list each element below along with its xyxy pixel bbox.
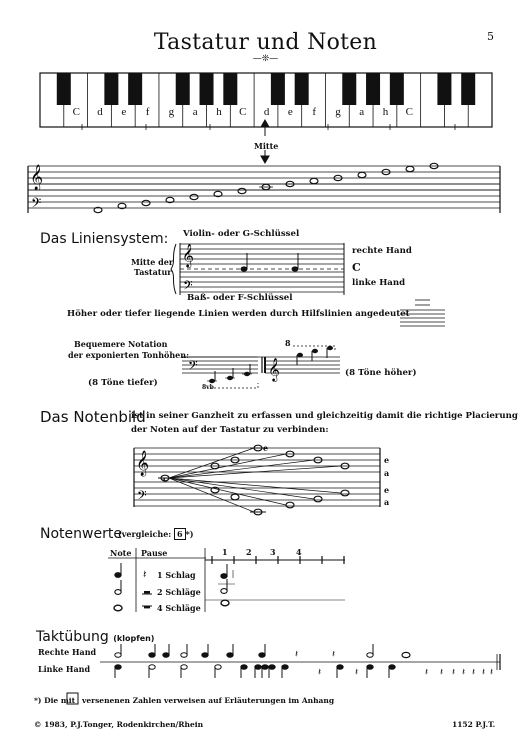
mitte-label-2: Tastatur <box>134 267 172 277</box>
notenbild-text-2: der Noten auf der Tastatur zu verbinden: <box>131 425 329 435</box>
rest: 𝄽 <box>295 649 299 660</box>
half-note <box>215 665 221 670</box>
quarter-note <box>255 665 261 670</box>
whole-note <box>341 490 349 496</box>
quarter-note <box>241 665 247 670</box>
black-key <box>128 73 142 105</box>
violin-clef-label: Violin- oder G-Schlüssel <box>183 229 300 239</box>
whole-note <box>286 502 294 508</box>
quarter-note <box>149 653 155 658</box>
rest: 𝄽 <box>332 649 336 660</box>
right-hand-row-label: Rechte Hand <box>38 647 97 657</box>
ref-box: 6 <box>174 528 186 540</box>
quarter-note <box>269 665 275 670</box>
half-note <box>149 665 155 670</box>
key-label: g <box>168 106 175 118</box>
notenwerte-heading: Notenwerte <box>40 526 122 542</box>
black-key <box>295 73 309 105</box>
whole-note <box>314 496 322 502</box>
black-key <box>57 73 71 105</box>
whole-note <box>231 494 239 500</box>
c-notes-middle <box>241 253 299 272</box>
middle-label: Mitte <box>254 141 279 151</box>
bass-clef-1: 𝄢 <box>31 195 42 214</box>
bass-clef-3: 𝄢 <box>188 358 198 376</box>
taktuebung-title: Taktübung <box>36 629 109 645</box>
rest: 𝄽 <box>452 667 456 678</box>
rest: 𝄽 <box>318 667 322 678</box>
key-label: a <box>359 106 365 118</box>
beat-4: 4 <box>296 547 302 557</box>
quarter-note <box>367 665 373 670</box>
row-2-schlaege: 2 Schläge <box>157 587 201 597</box>
notation-text-1: Bequemere Notation <box>74 339 168 349</box>
brace <box>171 244 176 294</box>
rhythm-notes <box>115 644 493 678</box>
quarter-note <box>312 349 318 353</box>
taktuebung-heading <box>36 629 154 645</box>
key-label: d <box>263 106 270 118</box>
right-label-e1: e <box>384 455 390 465</box>
black-key <box>461 73 475 105</box>
footnote-text: versenenen Zahlen verweisen auf Erläuterungen im Anhang <box>82 696 335 705</box>
black-key <box>104 73 118 105</box>
notenbild-text-1: ist in seiner Ganzheit zu erfassen und gleichzeitig damit die richtige Placierung <box>131 411 518 421</box>
publisher-code: 1152 P.J.T. <box>452 720 496 729</box>
key-label: h <box>216 106 222 118</box>
c-label: C <box>352 261 361 274</box>
col-note: Note <box>110 548 132 558</box>
rest: 𝄽 <box>440 667 444 678</box>
ottava-label: 8 <box>285 338 291 348</box>
key-label: h <box>382 106 389 118</box>
ref-text: (vergleiche: <box>118 529 172 539</box>
whole-note <box>402 652 410 657</box>
bass-clef-4: 𝄢 <box>137 488 147 506</box>
scale-notes <box>94 163 438 212</box>
lower-label: (8 Töne tiefer) <box>88 378 158 388</box>
treble-clef-3: 𝄞 <box>268 357 280 381</box>
black-key <box>223 73 237 105</box>
bass-clef-2: 𝄢 <box>183 278 193 296</box>
quarter-note <box>259 653 265 658</box>
rest: 𝄽 <box>482 667 486 678</box>
quarter-note <box>262 665 268 670</box>
row-1-schlag: 1 Schlag <box>157 570 196 580</box>
whole-note <box>358 172 366 177</box>
quarter-note <box>163 653 169 658</box>
note-label-e: e <box>263 443 269 453</box>
row-4-schlaege: 4 Schläge <box>157 603 201 613</box>
footnote-prefix: *) Die mit <box>34 696 76 705</box>
notation-text-2: der exponierten Tonhöhen: <box>68 350 190 360</box>
connecting-line <box>169 460 314 478</box>
black-key <box>200 73 214 105</box>
right-label-e2: e <box>384 485 390 495</box>
right-hand-label: rechte Hand <box>352 246 412 256</box>
rest: 𝄽 <box>355 667 359 678</box>
black-key <box>342 73 356 105</box>
rest: 𝄽 <box>490 667 494 678</box>
key-label: d <box>97 106 103 118</box>
svg-text:𝄽: 𝄽 <box>143 568 147 581</box>
page-number: 5 <box>487 30 494 43</box>
key-label: a <box>192 106 198 118</box>
treble-clef-1: 𝄞 <box>30 165 44 190</box>
whole-note <box>406 166 414 171</box>
half-note <box>181 653 187 658</box>
black-key <box>437 73 451 105</box>
notenwerte-ref <box>118 528 194 540</box>
treble-clef-2: 𝄞 <box>182 243 194 267</box>
left-hand-row-label: Linke Hand <box>38 664 91 674</box>
quarter-note <box>282 665 288 670</box>
quarter-note <box>115 665 121 670</box>
quarter-note <box>327 346 333 350</box>
half-note <box>367 653 373 658</box>
key-label: e <box>287 106 293 118</box>
higher-label: (8 Töne höher) <box>345 368 417 378</box>
liniensystem-heading: Das Liniensystem: <box>40 231 169 247</box>
key-label: f <box>312 106 316 118</box>
key-label: C <box>239 106 247 118</box>
treble-clef-4: 𝄞 <box>136 451 150 476</box>
left-hand-label: linke Hand <box>352 278 406 288</box>
whole-note <box>142 200 150 205</box>
taktuebung-sub: (klopfen) <box>113 634 155 643</box>
line-system-staff <box>180 243 344 295</box>
quarter-note <box>389 665 395 670</box>
page-title: Tastatur und Noten <box>153 30 378 55</box>
half-note <box>181 665 187 670</box>
black-key <box>390 73 404 105</box>
black-key <box>271 73 285 105</box>
whole-note <box>190 194 198 199</box>
col-pause: Pause <box>141 548 168 558</box>
rest: 𝄽 <box>425 667 429 678</box>
beat-1: 1 <box>222 547 228 557</box>
title-ornament: —❊— <box>252 54 279 64</box>
piano-keyboard <box>40 73 492 127</box>
notenbild-notes <box>158 445 349 515</box>
whole-note <box>310 178 318 183</box>
key-label: C <box>72 106 80 118</box>
notenbild-heading: Das Notenbild <box>40 408 146 426</box>
beat-3: 3 <box>270 547 276 557</box>
black-key <box>366 73 380 105</box>
right-label-a1: a <box>384 468 390 478</box>
ledger-lines-text: Höher oder tiefer liegende Linien werden durch Hilfslinien angedeutet <box>67 309 410 319</box>
quarter-note <box>227 653 233 658</box>
beat-2: 2 <box>246 547 252 557</box>
key-label: g <box>335 106 341 118</box>
mitte-label-1: Mitte der <box>131 257 174 267</box>
ottava-bassa-label: 8vb <box>202 384 214 391</box>
note-label-c: c <box>163 474 168 484</box>
half-note <box>115 653 121 658</box>
key-label: f <box>145 106 150 118</box>
key-label: e <box>121 106 127 118</box>
rest: 𝄽 <box>472 667 476 678</box>
quarter-note <box>202 653 208 658</box>
bass-clef-label: Baß- oder F-Schlüssel <box>187 293 293 303</box>
ref-close: *) <box>185 529 194 539</box>
black-key <box>176 73 190 105</box>
quarter-note <box>337 665 343 670</box>
key-label: C <box>405 106 413 118</box>
whole-note <box>238 188 246 193</box>
quarter-note <box>297 353 303 357</box>
right-label-a2: a <box>384 497 390 507</box>
copyright: © 1983, P.J.Tonger, Rodenkirchen/Rhein <box>34 720 204 729</box>
rest: 𝄽 <box>462 667 466 678</box>
